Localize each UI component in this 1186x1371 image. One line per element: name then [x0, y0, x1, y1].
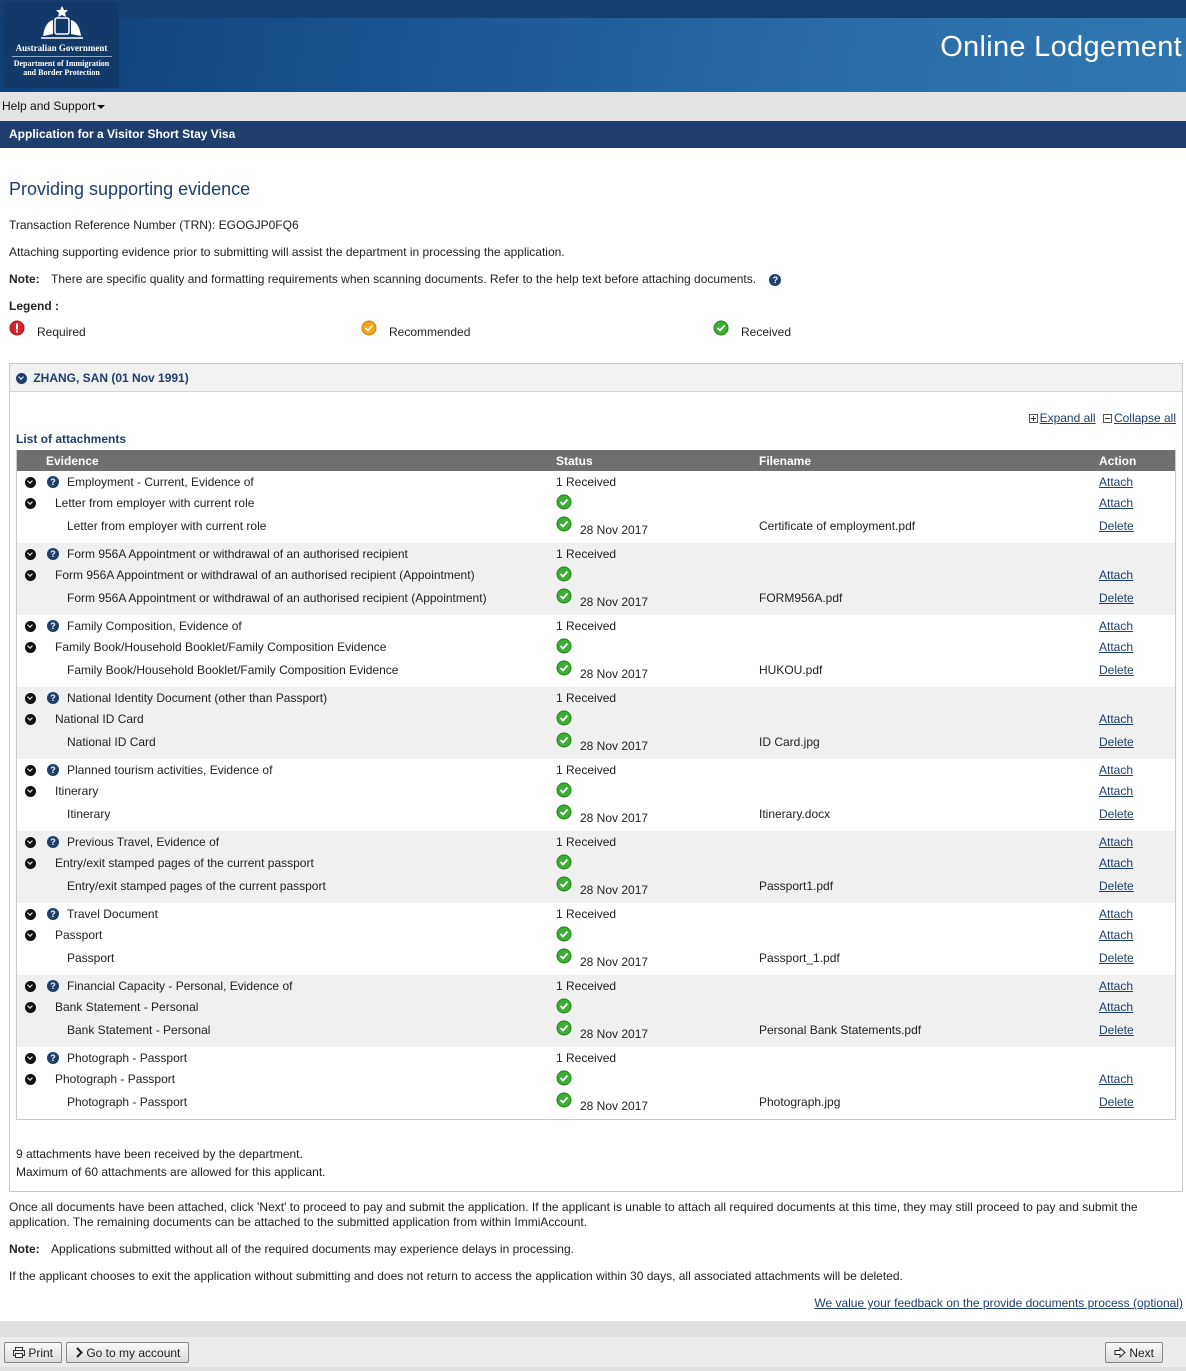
legend-received-label: Received	[741, 325, 792, 339]
attachment-group	[17, 1047, 1175, 1119]
received-check-icon	[556, 566, 572, 582]
delete-link[interactable]: Delete	[1099, 663, 1134, 677]
coat-of-arms-icon	[35, 4, 89, 42]
help-icon[interactable]: ?	[47, 692, 59, 704]
document-row	[17, 564, 1175, 588]
received-date: 28 Nov 2017	[580, 523, 649, 537]
exit-info-text: If the applicant chooses to exit the application without submitting and does not return to access the application within 30 days, all associated attachments will be deleted.	[9, 1269, 903, 1283]
col-status: Status	[556, 454, 593, 468]
delete-link[interactable]: Delete	[1099, 1023, 1134, 1037]
document-row	[17, 492, 1175, 516]
category-name: Employment - Current, Evidence of	[67, 475, 254, 489]
attachment-group	[17, 759, 1175, 831]
category-status: 1 Received	[556, 547, 617, 561]
col-filename: Filename	[759, 454, 812, 468]
required-icon	[9, 320, 25, 336]
category-status: 1 Received	[556, 835, 617, 849]
file-evidence-label: Photograph - Passport	[67, 1095, 188, 1109]
file-row	[17, 588, 1175, 612]
category-status: 1 Received	[556, 691, 617, 705]
received-check-icon	[556, 660, 572, 676]
bottom-note-line	[9, 1242, 574, 1256]
table-header	[17, 450, 1175, 471]
received-check-icon	[556, 876, 572, 892]
attach-link[interactable]: Attach	[1099, 712, 1134, 726]
trn-text: Transaction Reference Number (TRN): EGOGJP0FQ6	[9, 218, 299, 232]
printer-icon	[13, 1347, 25, 1358]
received-check-icon	[556, 854, 572, 870]
document-row	[17, 1068, 1175, 1092]
legend-required-label: Required	[37, 325, 86, 339]
received-date: 28 Nov 2017	[580, 667, 649, 681]
delete-link[interactable]: Delete	[1099, 807, 1134, 821]
category-name: Travel Document	[67, 907, 158, 921]
category-status: 1 Received	[556, 1051, 617, 1065]
received-date: 28 Nov 2017	[580, 883, 649, 897]
help-and-support-menu[interactable]	[2, 99, 105, 113]
attach-link[interactable]: Attach	[1099, 1072, 1134, 1086]
filename: Passport1.pdf	[759, 879, 834, 893]
received-check-icon	[556, 1092, 572, 1108]
category-status: 1 Received	[556, 475, 617, 489]
filename: HUKOU.pdf	[759, 663, 823, 677]
page-title: Providing supporting evidence	[9, 179, 251, 199]
file-evidence-label: Family Book/Household Booklet/Family Composition Evidence	[67, 663, 399, 677]
bottom-note-text: Applications submitted without all of the required documents may experience delays in processing.	[51, 1242, 574, 1256]
file-row	[17, 1092, 1175, 1116]
file-evidence-label: Entry/exit stamped pages of the current passport	[67, 879, 326, 893]
file-row	[17, 1020, 1175, 1044]
received-check-icon	[556, 998, 572, 1014]
category-status: 1 Received	[556, 763, 617, 777]
collapse-icon	[1103, 414, 1112, 423]
category-name: Planned tourism activities, Evidence of	[67, 763, 273, 777]
document-name: Itinerary	[55, 784, 99, 798]
col-evidence: Evidence	[46, 454, 99, 468]
attach-link[interactable]: Attach	[1099, 979, 1134, 993]
attach-link[interactable]: Attach	[1099, 763, 1134, 777]
received-date: 28 Nov 2017	[580, 1099, 649, 1113]
chevron-down-icon[interactable]	[25, 642, 36, 653]
help-icon[interactable]: ?	[47, 1052, 59, 1064]
applicant-panel	[9, 363, 1183, 1192]
filename: Passport_1.pdf	[759, 951, 840, 965]
attach-link[interactable]: Attach	[1099, 619, 1134, 633]
attach-link[interactable]: Attach	[1099, 907, 1134, 921]
next-button[interactable]	[1105, 1342, 1163, 1363]
attach-link[interactable]: Attach	[1099, 928, 1134, 942]
document-row	[17, 636, 1175, 660]
filename: Certificate of employment.pdf	[759, 519, 916, 533]
file-row	[17, 804, 1175, 828]
chevron-down-icon[interactable]	[25, 621, 36, 632]
category-name: Photograph - Passport	[67, 1051, 188, 1065]
received-date: 28 Nov 2017	[580, 1027, 649, 1041]
attachments-table	[16, 450, 1176, 1120]
attachment-group	[17, 615, 1175, 687]
expand-all-link[interactable]: Expand all	[1039, 411, 1096, 425]
government-crest-logo	[4, 2, 119, 88]
recommended-icon	[361, 320, 377, 336]
category-status: 1 Received	[556, 907, 617, 921]
received-check-icon	[556, 494, 572, 510]
category-name: National Identity Document (other than Passport)	[67, 691, 328, 705]
attachment-group	[17, 543, 1175, 615]
note-label: Note:	[9, 272, 40, 286]
header-top-strip	[0, 0, 1186, 18]
help-menu-label: Help and Support	[2, 99, 96, 113]
category-name: Financial Capacity - Personal, Evidence of	[67, 979, 293, 993]
expand-collapse-links	[1029, 411, 1176, 425]
caret-down-icon	[97, 105, 105, 109]
document-name: Photograph - Passport	[55, 1072, 176, 1086]
help-icon[interactable]: ?	[47, 548, 59, 560]
expand-icon	[1029, 414, 1038, 423]
list-of-attachments-title: List of attachments	[16, 432, 127, 446]
chevron-down-icon[interactable]	[25, 981, 36, 992]
attachment-group	[17, 975, 1175, 1047]
document-row	[17, 924, 1175, 948]
summary-received: 9 attachments have been received by the department.	[16, 1147, 303, 1161]
chevron-down-icon[interactable]	[16, 373, 27, 384]
chevron-down-icon[interactable]	[25, 858, 36, 869]
attach-link[interactable]: Attach	[1099, 1000, 1134, 1014]
intro-text: Attaching supporting evidence prior to submitting will assist the department in processing the application.	[9, 245, 565, 259]
go-to-account-label: Go to my account	[86, 1346, 181, 1360]
delete-link[interactable]: Delete	[1099, 879, 1134, 893]
file-evidence-label: National ID Card	[67, 735, 156, 749]
help-icon[interactable]: ?	[47, 980, 59, 992]
received-check-icon	[556, 710, 572, 726]
chevron-down-icon[interactable]	[25, 498, 36, 509]
received-check-icon	[556, 926, 572, 942]
next-info-text: Once all documents have been attached, click 'Next' to proceed to pay and submit the application. If the applicant is unable to attach all required documents at this time, they may still proceed to pay and submit the application. The remaining documents can be attached to the submitted application from within ImmiAccount.	[9, 1200, 1138, 1229]
chevron-down-icon[interactable]	[25, 714, 36, 725]
go-to-account-button[interactable]	[66, 1342, 189, 1363]
received-check-icon	[556, 732, 572, 748]
crest-gov-text: Australian Government	[15, 43, 108, 53]
filename: Photograph.jpg	[759, 1095, 841, 1109]
help-icon[interactable]: ?	[47, 620, 59, 632]
attachment-group	[17, 831, 1175, 903]
help-icon[interactable]: ?	[769, 274, 781, 286]
file-evidence-label: Itinerary	[67, 807, 111, 821]
delete-link[interactable]: Delete	[1099, 519, 1134, 533]
category-status: 1 Received	[556, 979, 617, 993]
received-check-icon	[556, 948, 572, 964]
chevron-down-icon[interactable]	[25, 930, 36, 941]
chevron-down-icon[interactable]	[25, 1002, 36, 1013]
next-label: Next	[1129, 1346, 1155, 1360]
received-check-icon	[556, 1070, 572, 1086]
crest-dept-line2: and Border Protection	[23, 68, 100, 77]
received-check-icon	[556, 804, 572, 820]
arrow-right-icon	[1114, 1347, 1126, 1358]
delete-link[interactable]: Delete	[1099, 591, 1134, 605]
file-evidence-label: Letter from employer with current role	[67, 519, 267, 533]
attach-link[interactable]: Attach	[1099, 568, 1134, 582]
file-row	[17, 732, 1175, 756]
legend-label: Legend :	[9, 299, 59, 313]
attachment-groups	[17, 471, 1175, 1119]
attach-link[interactable]: Attach	[1099, 496, 1134, 510]
filename: Personal Bank Statements.pdf	[759, 1023, 922, 1037]
application-title-bar: Application for a Visitor Short Stay Visa	[0, 121, 1186, 148]
file-evidence-label: Passport	[67, 951, 115, 965]
chevron-down-icon[interactable]	[25, 1074, 36, 1085]
received-check-icon	[556, 588, 572, 604]
chevron-down-icon[interactable]	[25, 570, 36, 581]
document-row	[17, 996, 1175, 1020]
chevron-down-icon[interactable]	[25, 765, 36, 776]
attach-link[interactable]: Attach	[1099, 856, 1134, 870]
document-name: Family Book/Household Booklet/Family Composition Evidence	[55, 640, 387, 654]
chevron-down-icon[interactable]	[25, 549, 36, 560]
attachment-group	[17, 471, 1175, 543]
site-header	[0, 0, 1186, 92]
delete-link[interactable]: Delete	[1099, 951, 1134, 965]
received-check-icon	[556, 1020, 572, 1036]
note-line	[9, 272, 781, 286]
chevron-down-icon[interactable]	[25, 837, 36, 848]
attach-link[interactable]: Attach	[1099, 784, 1134, 798]
document-row	[17, 780, 1175, 804]
document-name: Entry/exit stamped pages of the current passport	[55, 856, 314, 870]
document-name: Passport	[55, 928, 103, 942]
received-check-icon	[556, 516, 572, 532]
app-title: Online Lodgement	[940, 31, 1182, 63]
attach-link[interactable]: Attach	[1099, 640, 1134, 654]
applicant-header[interactable]	[10, 364, 1182, 392]
category-name: Family Composition, Evidence of	[67, 619, 242, 633]
help-icon[interactable]: ?	[47, 908, 59, 920]
menu-bar	[0, 92, 1186, 121]
file-evidence-label: Form 956A Appointment or withdrawal of an authorised recipient (Appointment)	[67, 591, 487, 605]
category-name: Previous Travel, Evidence of	[67, 835, 220, 849]
print-button[interactable]	[4, 1342, 62, 1363]
file-row	[17, 516, 1175, 540]
chevron-down-icon[interactable]	[25, 477, 36, 488]
filename: ID Card.jpg	[759, 735, 820, 749]
note-text: There are specific quality and formatting requirements when scanning documents. Refer to the help text before attaching documents.	[51, 272, 757, 286]
received-icon	[713, 320, 729, 336]
print-label: Print	[28, 1346, 54, 1360]
document-row	[17, 852, 1175, 876]
chevron-right-icon	[75, 1347, 83, 1358]
help-icon[interactable]: ?	[47, 836, 59, 848]
file-row	[17, 660, 1175, 684]
document-name: Form 956A Appointment or withdrawal of an authorised recipient (Appointment)	[55, 568, 475, 582]
help-icon[interactable]: ?	[47, 476, 59, 488]
legend-recommended-label: Recommended	[389, 325, 471, 339]
document-name: Letter from employer with current role	[55, 496, 255, 510]
category-name: Form 956A Appointment or withdrawal of an authorised recipient	[67, 547, 408, 561]
chevron-down-icon[interactable]	[25, 1053, 36, 1064]
document-row	[17, 708, 1175, 732]
attach-link[interactable]: Attach	[1099, 475, 1134, 489]
delete-link[interactable]: Delete	[1099, 735, 1134, 749]
received-check-icon	[556, 638, 572, 654]
crest-dept-line1: Department of Immigration	[13, 59, 110, 68]
col-action: Action	[1099, 454, 1137, 468]
help-icon[interactable]: ?	[47, 764, 59, 776]
received-date: 28 Nov 2017	[580, 739, 649, 753]
file-row	[17, 876, 1175, 900]
filename: FORM956A.pdf	[759, 591, 843, 605]
bottom-note-label: Note:	[9, 1242, 40, 1256]
attach-link[interactable]: Attach	[1099, 835, 1134, 849]
summary-max: Maximum of 60 attachments are allowed for this applicant.	[16, 1165, 326, 1179]
delete-link[interactable]: Delete	[1099, 1095, 1134, 1109]
received-date: 28 Nov 2017	[580, 955, 649, 969]
category-status: 1 Received	[556, 619, 617, 633]
attachment-group	[17, 903, 1175, 975]
document-name: Bank Statement - Personal	[55, 1000, 199, 1014]
chevron-down-icon[interactable]	[25, 909, 36, 920]
file-row	[17, 948, 1175, 972]
document-name: National ID Card	[55, 712, 144, 726]
chevron-down-icon[interactable]	[25, 693, 36, 704]
received-date: 28 Nov 2017	[580, 811, 649, 825]
attachment-group	[17, 687, 1175, 759]
filename: Itinerary.docx	[759, 807, 831, 821]
received-check-icon	[556, 782, 572, 798]
applicant-name: ZHANG, SAN (01 Nov 1991)	[33, 371, 189, 385]
chevron-down-icon[interactable]	[25, 786, 36, 797]
received-date: 28 Nov 2017	[580, 595, 649, 609]
feedback-link[interactable]: We value your feedback on the provide documents process (optional)	[814, 1296, 1183, 1310]
file-evidence-label: Bank Statement - Personal	[67, 1023, 211, 1037]
collapse-all-link[interactable]: Collapse all	[1113, 411, 1176, 425]
